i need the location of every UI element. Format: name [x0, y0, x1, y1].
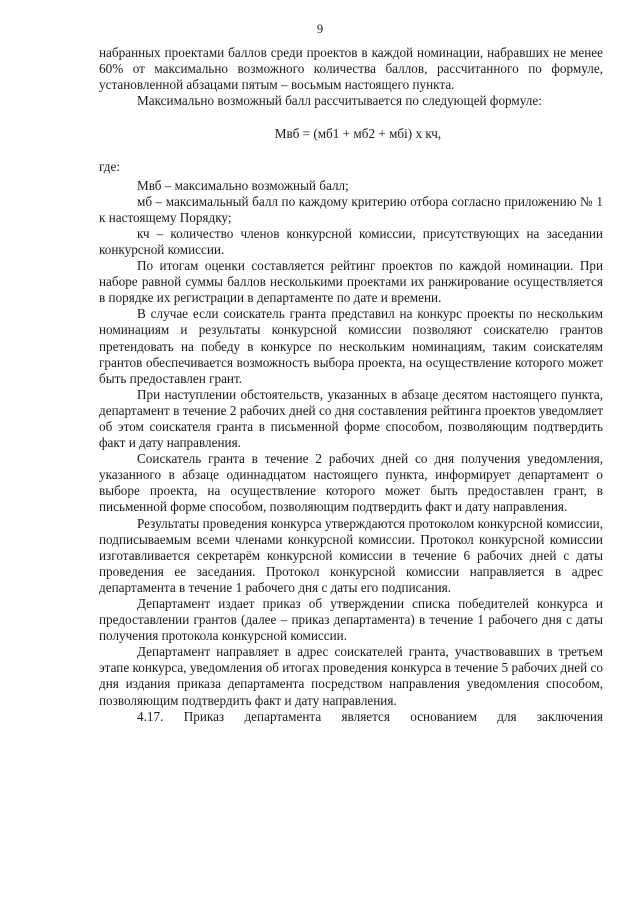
definition-mvb: Мвб – максимально возможный балл; — [137, 177, 349, 193]
paragraph-protocol: Результаты проведения конкурса утверждаются протоколом конкурсной комиссии, подписываемым всеми членами конкурсной комиссии. Протокол конкурсной комиссии изготавливается секретарём конкурсной комиссии в течение 6 рабочих дней с даты проведения ее заседания. Протокол конкурсной комиссии направляется в адрес департамента в течение 1 рабочего дня с даты его подписания. — [99, 515, 603, 595]
paragraph-applicant-choice: Соискатель гранта в течение 2 рабочих дней со дня получения уведомления, указанного в абзаце одиннадцатом настоящего пункта, информирует департамент о выборе проекта, на осуществление которого может быть предоставлен грант, в письменной форме способом, позволяющим подтвердить факт и дату направления. — [99, 451, 603, 515]
paragraph-results-notice: Департамент направляет в адрес соискателей гранта, участвовавших в третьем этапе конкурса, уведомления об итогах проведения конкурса в течение 5 рабочих дней со дня издания приказа департамента посредством направления уведомления способом, позволяющим подтвердить факт и дату направления. — [99, 644, 603, 708]
paragraph-4-17: 4.17. Приказ департамента является основанием для заключения — [137, 708, 603, 724]
paragraph-where: где: — [99, 159, 120, 175]
definition-mb: мб – максимальный балл по каждому критерию отбора согласно приложению № 1 к настоящему Порядку; — [99, 193, 603, 225]
paragraph-formula-intro: Максимально возможный балл рассчитывается по следующей формуле: — [137, 93, 542, 109]
paragraph-notification: При наступлении обстоятельств, указанных в абзаце десятом настоящего пункта, департамент в течение 2 рабочих дней со дня составления рейтинга проектов уведомляет об этом соискателя гранта в письменной форме способом, позволяющим подтвердить факт и дату направления. — [99, 386, 603, 451]
formula: Мвб = (мб1 + мб2 + мбi) x кч, — [274, 126, 442, 142]
document-body — [99, 45, 603, 725]
page-number: 9 — [316, 22, 324, 36]
paragraph-order: Департамент издает приказ об утверждении списка победителей конкурса и предоставлении грантов (далее – приказ департамента) в течение 1 рабочего дня с даты получения протокола конкурсной комиссии. — [99, 596, 603, 644]
paragraph-continuation: набранных проектами баллов среди проектов в каждой номинации, набравших не менее 60% от максимально возможного количества баллов, рассчитанного по формуле, установленной абзацами пятым – восьмым настоящего пункта. — [99, 45, 603, 93]
paragraph-multiple-nominations: В случае если соискатель гранта представил на конкурс проекты по нескольким номинациям и результаты конкурсной комиссии позволяют соискателю грантов претендовать на победу в конкурсе по нескольким номинациям, таким соискателям грантов обеспечивается возможность выбора проекта, на осуществление которого может быть предоставлен грант. — [99, 306, 603, 386]
paragraph-rating: По итогам оценки составляется рейтинг проектов по каждой номинации. При наборе равной суммы баллов несколькими проектами их ранжирование осуществляется в порядке их регистрации в департаменте по дате и времени. — [99, 258, 603, 306]
definition-kch: кч – количество членов конкурсной комиссии, присутствующих на заседании конкурсной комиссии. — [99, 225, 603, 257]
